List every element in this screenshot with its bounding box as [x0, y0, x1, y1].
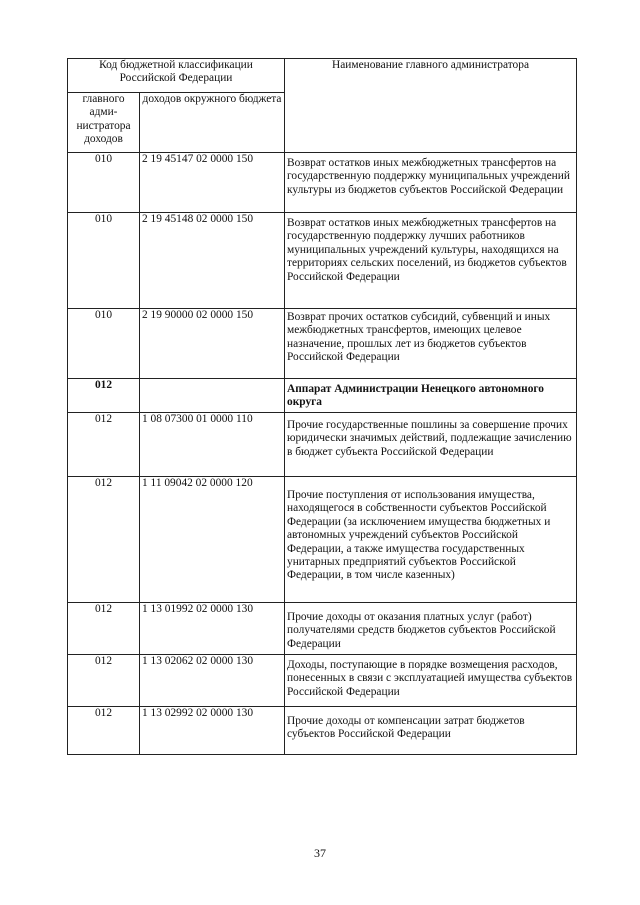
table-row	[68, 153, 577, 213]
admin-name-cell: Доходы, поступающие в порядке возмещения расходов, понесенных в связи с эксплуатацией имущества субъектов Российской Федерации	[285, 655, 577, 707]
admin-name-cell: Возврат прочих остатков субсидий, субвенций и иных межбюджетных трансфертов, имеющих целевое назначение, прошлых лет из бюджетов субъектов Российской Федерации	[285, 309, 577, 379]
income-code-cell: 1 13 02062 02 0000 130	[140, 655, 285, 707]
table-row	[68, 413, 577, 477]
budget-classification-table	[67, 58, 577, 755]
admin-name-cell: Аппарат Администрации Ненецкого автономного округа	[285, 379, 577, 413]
income-code-cell: 1 08 07300 01 0000 110	[140, 413, 285, 477]
admin-code-cell: 012	[68, 413, 140, 477]
header-admin-name: Наименование главного администратора	[285, 59, 577, 153]
admin-name-cell: Возврат остатков иных межбюджетных трансфертов на государственную поддержку лучших работников муниципальных учреждений культуры, находящихся на территориях сельских поселений, из бюджетов субъектов Российской Федерации	[285, 213, 577, 309]
page-number: 37	[314, 846, 326, 860]
table-body	[68, 153, 577, 755]
admin-name-cell: Возврат остатков иных межбюджетных трансфертов на государственную поддержку муниципальных учреждений культуры из бюджетов субъектов Российской Федерации	[285, 153, 577, 213]
admin-code-cell: 012	[68, 379, 140, 413]
admin-code-cell: 012	[68, 603, 140, 655]
header-income-code: доходов окружного бюджета	[140, 93, 285, 153]
income-code-cell: 2 19 90000 02 0000 150	[140, 309, 285, 379]
admin-name-cell: Прочие доходы от оказания платных услуг (работ) получателями средств бюджетов субъектов Российской Федерации	[285, 603, 577, 655]
income-code-cell: 1 13 01992 02 0000 130	[140, 603, 285, 655]
table-row	[68, 309, 577, 379]
table-row	[68, 379, 577, 413]
admin-name-cell: Прочие поступления от использования имущества, находящегося в собственности субъектов Российской Федерации (за исключением имущества бюджетных и автономных учреждений субъектов Российской Федерации, а также имущества государственных унитарных предприятий субъектов Российской Федерации, в том числе казенных)	[285, 477, 577, 603]
income-code-cell: 1 11 09042 02 0000 120	[140, 477, 285, 603]
admin-code-cell: 012	[68, 477, 140, 603]
table-row	[68, 213, 577, 309]
table-row	[68, 603, 577, 655]
table-row	[68, 477, 577, 603]
header-admin-code: главного адми-нистратора доходов	[68, 93, 140, 153]
admin-code-cell: 012	[68, 655, 140, 707]
income-code-cell: 1 13 02992 02 0000 130	[140, 707, 285, 755]
table-row	[68, 707, 577, 755]
admin-code-cell: 012	[68, 707, 140, 755]
income-code-cell: 2 19 45148 02 0000 150	[140, 213, 285, 309]
admin-name-cell: Прочие государственные пошлины за совершение прочих юридически значимых действий, подлежащие зачислению в бюджет субъекта Российской Федерации	[285, 413, 577, 477]
income-code-cell	[140, 379, 285, 413]
income-code-cell: 2 19 45147 02 0000 150	[140, 153, 285, 213]
table-row	[68, 655, 577, 707]
admin-name-cell: Прочие доходы от компенсации затрат бюджетов субъектов Российской Федерации	[285, 707, 577, 755]
header-row-top	[68, 59, 577, 93]
admin-code-cell: 010	[68, 213, 140, 309]
admin-code-cell: 010	[68, 309, 140, 379]
header-group-title: Код бюджетной классификации Российской Федерации	[68, 59, 285, 93]
admin-code-cell: 010	[68, 153, 140, 213]
